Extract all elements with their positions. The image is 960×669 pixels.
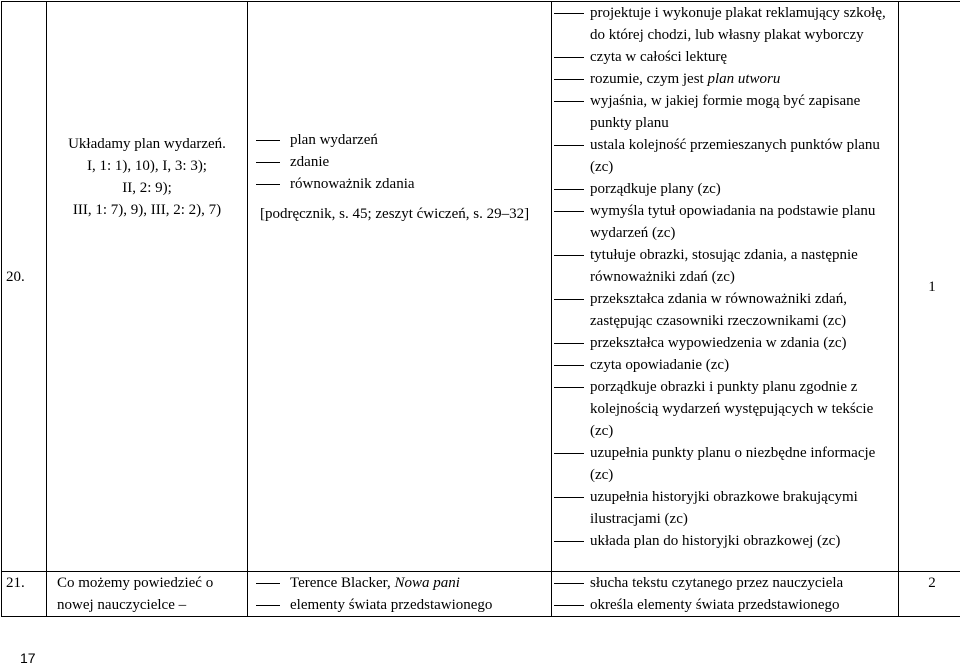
- topic-cell: [47, 2, 248, 572]
- curriculum-table: [1, 1, 960, 617]
- plan-text: rozumie, czym jest: [590, 71, 708, 87]
- list-item: przekształca wypowiedzenia w zdania (zc): [552, 332, 898, 354]
- list-item: porządkuje plany (zc): [552, 178, 898, 200]
- list-item: czyta w całości lekturę: [552, 46, 898, 68]
- list-item: równoważnik zdania: [248, 173, 551, 195]
- list-item: ustala kolejność przemieszanych punktów planu (zc): [552, 134, 898, 178]
- lesson-number-cell: [2, 2, 47, 572]
- list-item: porządkuje obrazki i punkty planu zgodnie z kolejnością wydarzeń występujących w tekście (zc): [552, 376, 898, 442]
- table-row: [2, 2, 960, 572]
- list-item: tytułuje obrazki, stosując zdania, a następnie równoważniki zdań (zc): [552, 244, 898, 288]
- book-title: Nowa pani: [394, 575, 460, 591]
- lesson-number: 21.: [6, 575, 25, 591]
- list-item: elementy świata przedstawionego: [248, 594, 551, 616]
- list-item: [552, 68, 898, 90]
- content-list: [248, 572, 551, 616]
- hours-cell: [899, 572, 960, 617]
- outcomes-list: [552, 2, 898, 552]
- plan-term: plan utworu: [707, 71, 781, 87]
- list-item: wyjaśnia, w jakiej formie mogą być zapisane punkty planu: [552, 90, 898, 134]
- topic-title: Układamy plan wydarzeń.: [68, 135, 226, 152]
- list-item: uzupełnia historyjki obrazkowe brakującymi ilustracjami (zc): [552, 486, 898, 530]
- outcomes-cell: [552, 2, 899, 572]
- lesson-number: 20.: [6, 268, 25, 285]
- list-item: określa elementy świata przedstawionego: [552, 594, 898, 616]
- hours-value: 1: [928, 278, 936, 295]
- list-item: przekształca zdania w równoważniki zdań, zastępując czasowniki rzeczownikami (zc): [552, 288, 898, 332]
- list-item: [248, 572, 551, 594]
- topic-title: Co możemy powiedzieć o nowej nauczycielce: [57, 575, 214, 613]
- page-number: 17: [20, 650, 36, 666]
- list-item: uzupełnia punkty planu o niezbędne informacje (zc): [552, 442, 898, 486]
- list-item: słucha tekstu czytanego przez nauczyciela: [552, 572, 898, 594]
- outcomes-cell: [552, 572, 899, 617]
- list-item: projektuje i wykonuje plakat reklamujący szkołę, do której chodzi, lub własny plakat wyborczy: [552, 2, 898, 46]
- content-cell: [248, 572, 552, 617]
- topic-dash: –: [174, 597, 187, 613]
- source-reference: [podręcznik, s. 45; zeszyt ćwiczeń, s. 29–32]: [260, 205, 530, 222]
- list-item: układa plan do historyjki obrazkowej (zc): [552, 530, 898, 552]
- lesson-number-cell: [2, 572, 47, 617]
- content-cell: [248, 2, 552, 572]
- topic-ref: II, 2: 9);: [122, 179, 172, 196]
- list-item: zdanie: [248, 151, 551, 173]
- list-item: czyta opowiadanie (zc): [552, 354, 898, 376]
- author: Terence Blacker,: [290, 575, 391, 591]
- topic-ref: III, 1: 7), 9), III, 2: 2), 7): [72, 201, 222, 218]
- table-row: [2, 572, 960, 617]
- hours-value: 2: [928, 575, 936, 591]
- list-item: plan wydarzeń: [248, 129, 551, 151]
- content-list: [248, 129, 551, 195]
- list-item: wymyśla tytuł opowiadania na podstawie planu wydarzeń (zc): [552, 200, 898, 244]
- outcomes-list: [552, 572, 898, 616]
- topic-ref: I, 1: 1), 10), I, 3: 3);: [87, 157, 207, 174]
- topic-cell: [47, 572, 248, 617]
- hours-cell: [899, 2, 960, 572]
